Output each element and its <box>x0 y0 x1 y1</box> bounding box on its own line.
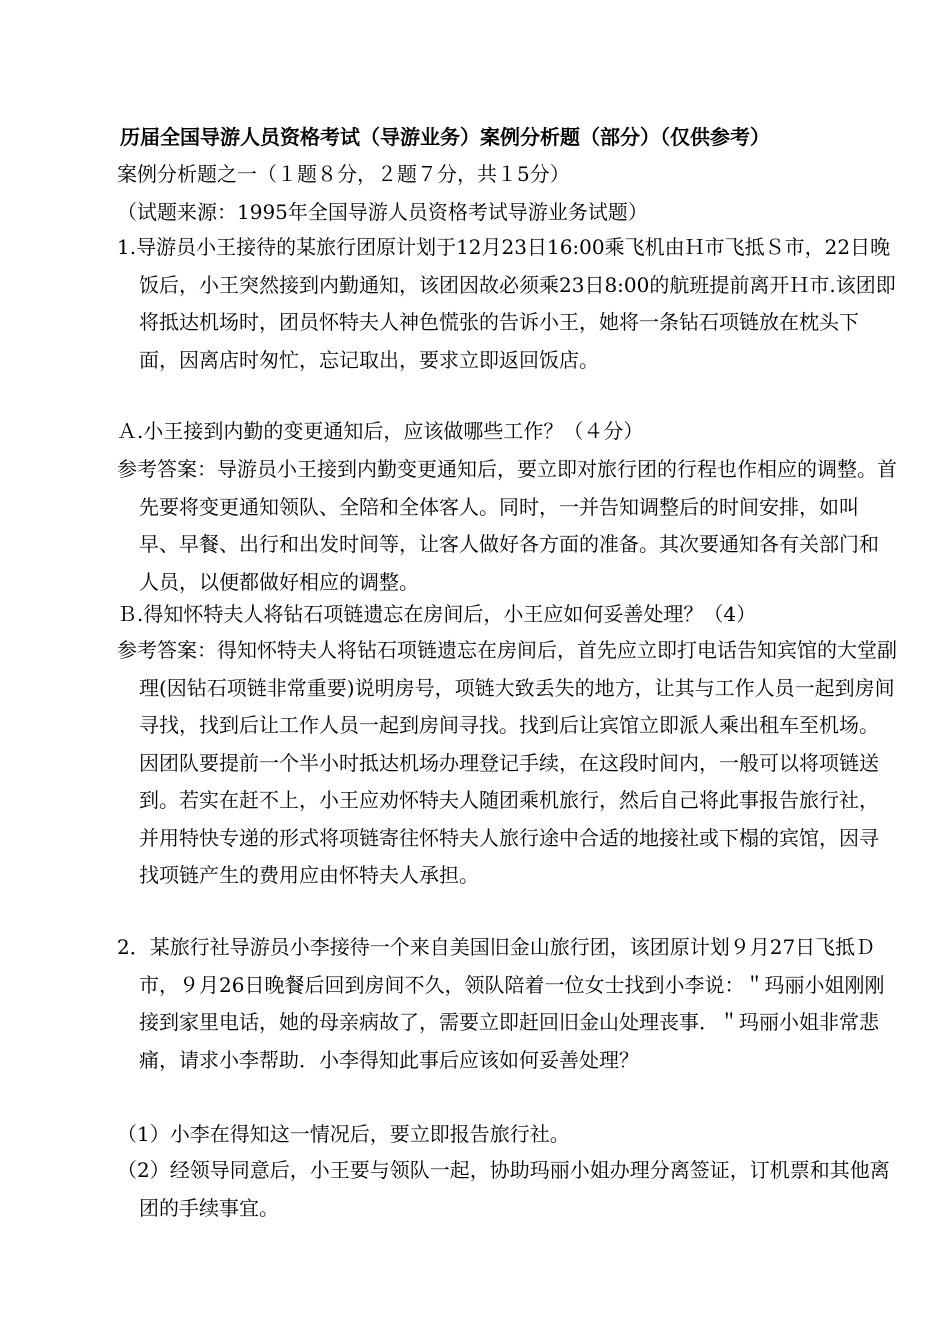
question-1-text: 1.导游员小王接待的某旅行团原计划于12月23日16:00乘飞机由Ｈ市飞抵Ｓ市，22日晚饭后，小王突然接到内勤通知，该团因故必须乘23日8:00的航班提前离开Ｈ市.该团即将抵达机场时，团员怀特夫人神色慌张的告诉小王，她将一条钻石项链放在枕头下面，因离店时匆忙，忘记取出，要求立即返回饭店。 <box>117 235 896 372</box>
question-1b: Ｂ.得知怀特夫人将钻石项链遗忘在房间后，小王应如何妥善处理？（4） <box>117 602 757 626</box>
question-2-step-2: （2）经领导同意后，小王要与领队一起，协助玛丽小姐办理分离签证，订机票和其他离团的手续事宜。 <box>117 1158 890 1220</box>
section-header: 案例分析题之一（１题８分，２题７分，共１5分） <box>117 162 570 186</box>
question-2-step-1: （1）小李在得知这一情况后，要立即报告旅行社。 <box>117 1122 570 1146</box>
question-2-text: 2．某旅行社导游员小李接待一个来自美国旧金山旅行团，该团原计划９月27日飞抵Ｄ市，９月26日晚餐后回到房间不久，领队陪着一位女士找到小李说：＂玛丽小姐刚刚接到家里电话，她的母亲病故了，需要立即赶回旧金山处理丧事．＂玛丽小姐非常悲痛，请求小李帮助．小李得知此事后应该如何妥善处理？ <box>117 935 885 1072</box>
document-title: 历届全国导游人员资格考试（导游业务）案例分析题（部分）（仅供参考） <box>120 125 770 149</box>
question-source: （试题来源：1995年全国导游人员资格考试导游业务试题） <box>117 200 648 224</box>
question-1a: Ａ.小王接到内勤的变更通知后，应该做哪些工作？（４分） <box>117 419 644 443</box>
answer-1a: 参考答案：导游员小王接到内勤变更通知后，要立即对旅行团的行程也作相应的调整。首先要将变更通知领队、全陪和全体客人。同时，一并告知调整后的时间安排，如叫早、早餐、出行和出发时间等，让客人做好各方面的准备。其次要通知各有关部门和人员，以便都做好相应的调整。 <box>117 457 897 594</box>
answer-1b: 参考答案：得知怀特夫人将钻石项链遗忘在房间后，首先应立即打电话告知宾馆的大堂副理(因钻石项链非常重要)说明房号，项链大致丢失的地方，让其与工作人员一起到房间寻找，找到后让工作人员一起到房间寻找。找到后让宾馆立即派人乘出租车至机场。因团队要提前一个半小时抵达机场办理登记手续，在这段时间内，一般可以将项链送到。若实在赶不上，小王应劝怀特夫人随团乘机旅行，然后自己将此事报告旅行社，并用特快专递的形式将项链寄往怀特夫人旅行途中合适的地接社或下榻的宾馆，因寻找项链产生的费用应由怀特夫人承担。 <box>117 638 897 887</box>
